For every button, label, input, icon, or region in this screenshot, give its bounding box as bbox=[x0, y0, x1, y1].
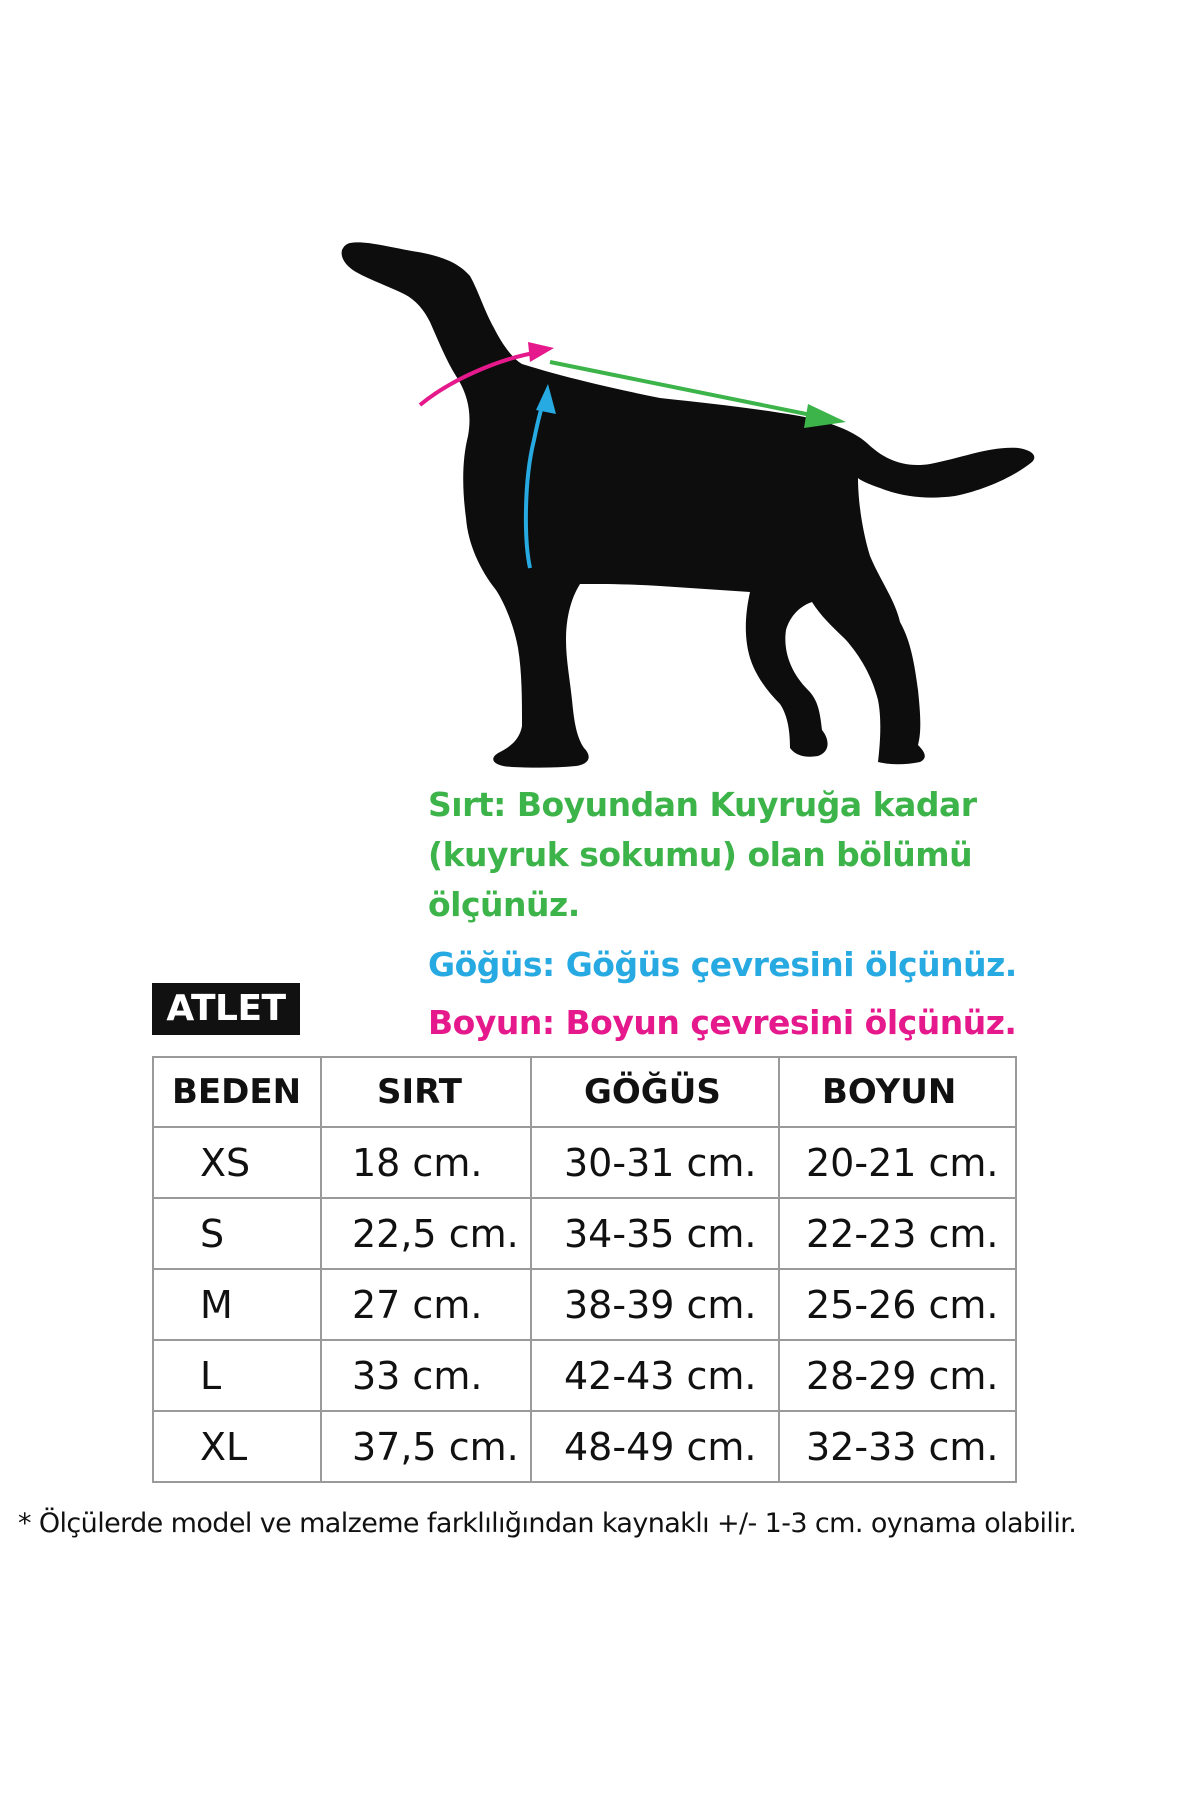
table-row bbox=[153, 1127, 1016, 1198]
chest-cell: 30-31 cm. bbox=[531, 1127, 779, 1198]
header-back: SIRT bbox=[321, 1057, 531, 1127]
chest-legend: Göğüs: Göğüs çevresini ölçünüz. bbox=[428, 945, 1017, 984]
product-label-badge: ATLET bbox=[152, 983, 300, 1035]
measurement-legend bbox=[428, 780, 1068, 1048]
header-chest: GÖĞÜS bbox=[531, 1057, 779, 1127]
back-cell: 33 cm. bbox=[321, 1340, 531, 1411]
dog-measurement-illustration bbox=[330, 230, 1050, 770]
chest-cell: 38-39 cm. bbox=[531, 1269, 779, 1340]
table-row bbox=[153, 1269, 1016, 1340]
chest-cell: 42-43 cm. bbox=[531, 1340, 779, 1411]
back-cell: 27 cm. bbox=[321, 1269, 531, 1340]
size-cell: XL bbox=[153, 1411, 321, 1482]
header-neck: BOYUN bbox=[779, 1057, 1016, 1127]
size-cell: L bbox=[153, 1340, 321, 1411]
back-legend-line-3: ölçünüz. bbox=[428, 885, 580, 924]
size-cell: S bbox=[153, 1198, 321, 1269]
chest-cell: 34-35 cm. bbox=[531, 1198, 779, 1269]
neck-legend: Boyun: Boyun çevresini ölçünüz. bbox=[428, 1003, 1017, 1042]
size-cell: XS bbox=[153, 1127, 321, 1198]
neck-cell: 20-21 cm. bbox=[779, 1127, 1016, 1198]
size-cell: M bbox=[153, 1269, 321, 1340]
size-chart-table bbox=[152, 1056, 1017, 1483]
neck-cell: 32-33 cm. bbox=[779, 1411, 1016, 1482]
neck-cell: 25-26 cm. bbox=[779, 1269, 1016, 1340]
tolerance-footnote: * Ölçülerde model ve malzeme farklılığından kaynaklı +/- 1-3 cm. oynama olabilir. bbox=[18, 1508, 1077, 1539]
header-size: BEDEN bbox=[153, 1057, 321, 1127]
table-row bbox=[153, 1340, 1016, 1411]
neck-cell: 28-29 cm. bbox=[779, 1340, 1016, 1411]
table-row bbox=[153, 1411, 1016, 1482]
table-header-row bbox=[153, 1057, 1016, 1127]
dog-silhouette bbox=[342, 242, 1035, 767]
chest-cell: 48-49 cm. bbox=[531, 1411, 779, 1482]
back-cell: 22,5 cm. bbox=[321, 1198, 531, 1269]
back-legend-line-1: Sırt: Boyundan Kuyruğa kadar bbox=[428, 785, 977, 824]
back-legend-line-2: (kuyruk sokumu) olan bölümü bbox=[428, 835, 973, 874]
back-cell: 37,5 cm. bbox=[321, 1411, 531, 1482]
back-cell: 18 cm. bbox=[321, 1127, 531, 1198]
neck-cell: 22-23 cm. bbox=[779, 1198, 1016, 1269]
table-row bbox=[153, 1198, 1016, 1269]
